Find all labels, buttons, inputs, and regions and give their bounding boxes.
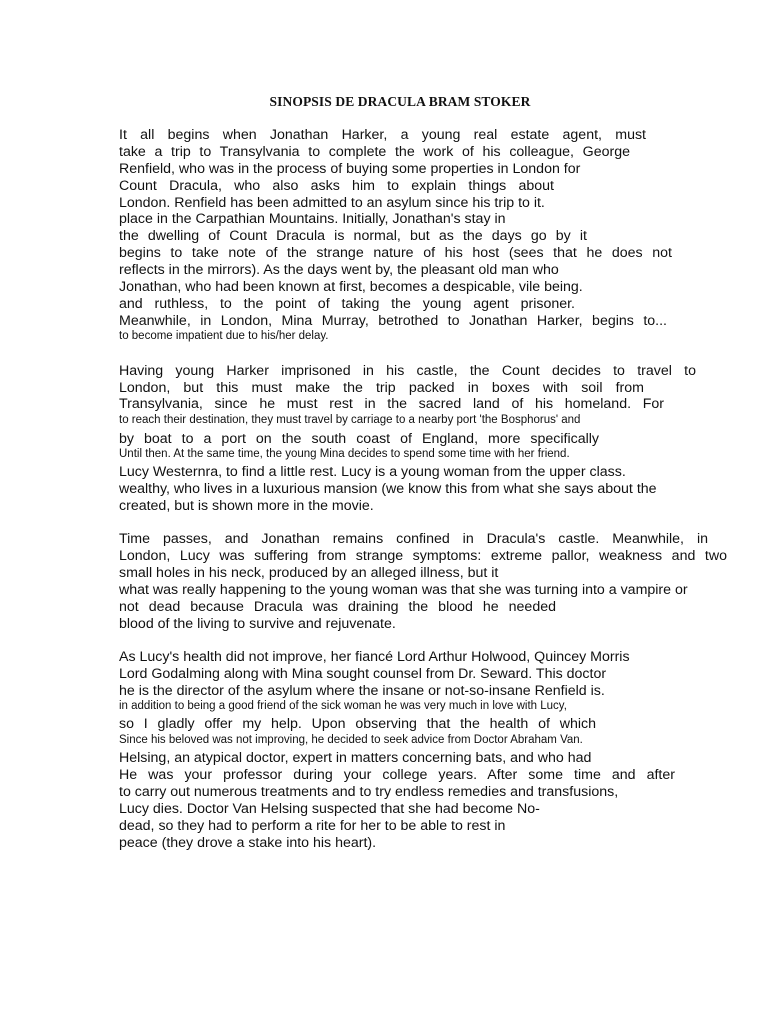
text-line: Since his beloved was not improving, he decided to seek advice from Doctor Abraham Van. — [119, 734, 583, 746]
text-line: Having young Harker imprisoned in his castle, the Count decides to travel to — [119, 363, 696, 379]
text-line: Renfield, who was in the process of buying some properties in London for — [119, 161, 581, 177]
text-line: Time passes, and Jonathan remains confined in Dracula's castle. Meanwhile, in — [119, 531, 708, 547]
text-line: so I gladly offer my help. Upon observing that the health of which — [119, 716, 596, 732]
text-line: the dwelling of Count Dracula is normal, but as the days go by it — [119, 228, 587, 244]
text-line: he is the director of the asylum where the insane or not-so-insane Renfield is. — [119, 683, 605, 699]
text-line: take a trip to Transylvania to complete the work of his colleague, George — [119, 144, 630, 160]
text-line: Lucy Westernra, to find a little rest. Lucy is a young woman from the upper class. — [119, 464, 626, 480]
text-line: by boat to a port on the south coast of England, more specifically — [119, 431, 599, 447]
text-line: what was really happening to the young woman was that she was turning into a vampire or — [119, 582, 688, 598]
text-line: begins to take note of the strange nature of his host (sees that he does not — [119, 245, 672, 261]
text-line: Meanwhile, in London, Mina Murray, betrothed to Jonathan Harker, begins to... — [119, 313, 667, 329]
text-line: Count Dracula, who also asks him to explain things about — [119, 178, 554, 194]
text-line: Lord Godalming along with Mina sought counsel from Dr. Seward. This doctor — [119, 666, 607, 682]
text-line: to become impatient due to his/her delay. — [119, 330, 329, 342]
text-line: dead, so they had to perform a rite for her to be able to rest in — [119, 818, 506, 834]
text-line: Lucy dies. Doctor Van Helsing suspected that she had become No- — [119, 801, 540, 817]
text-line: small holes in his neck, produced by an alleged illness, but it — [119, 565, 499, 581]
text-line: not dead because Dracula was draining the blood he needed — [119, 599, 556, 615]
document-title: SINOPSIS DE DRACULA BRAM STOKER — [269, 94, 531, 109]
text-line: London, but this must make the trip packed in boxes with soil from — [119, 380, 644, 396]
text-line: and ruthless, to the point of taking the young agent prisoner. — [119, 296, 575, 312]
text-line: As Lucy's health did not improve, her fiancé Lord Arthur Holwood, Quincey Morris — [119, 649, 630, 665]
text-line: wealthy, who lives in a luxurious mansion (we know this from what she says about the — [119, 481, 657, 497]
text-line: Helsing, an atypical doctor, expert in matters concerning bats, and who had — [119, 750, 592, 766]
text-line: to carry out numerous treatments and to try endless remedies and transfusions, — [119, 784, 619, 800]
text-line: Transylvania, since he must rest in the sacred land of his homeland. For — [119, 396, 664, 412]
text-line: Jonathan, who had been known at first, becomes a despicable, vile being. — [119, 279, 583, 295]
text-line: place in the Carpathian Mountains. Initially, Jonathan's stay in — [119, 211, 506, 227]
text-line: created, but is shown more in the movie. — [119, 498, 374, 514]
text-line: London. Renfield has been admitted to an asylum since his trip to it. — [119, 195, 545, 211]
text-line: Until then. At the same time, the young Mina decides to spend some time with her friend. — [119, 448, 570, 460]
text-line: blood of the living to survive and rejuvenate. — [119, 616, 396, 632]
text-line: reflects in the mirrors). As the days went by, the pleasant old man who — [119, 262, 559, 278]
text-line: peace (they drove a stake into his heart). — [119, 835, 377, 851]
text-line: It all begins when Jonathan Harker, a young real estate agent, must — [119, 127, 646, 143]
text-line: to reach their destination, they must travel by carriage to a nearby port 'the Bosphorus' and — [119, 414, 581, 426]
text-line: in addition to being a good friend of the sick woman he was very much in love with Lucy, — [119, 700, 567, 712]
text-line: He was your professor during your college years. After some time and after — [119, 767, 675, 783]
text-line: London, Lucy was suffering from strange symptoms: extreme pallor, weakness and two — [119, 548, 727, 564]
